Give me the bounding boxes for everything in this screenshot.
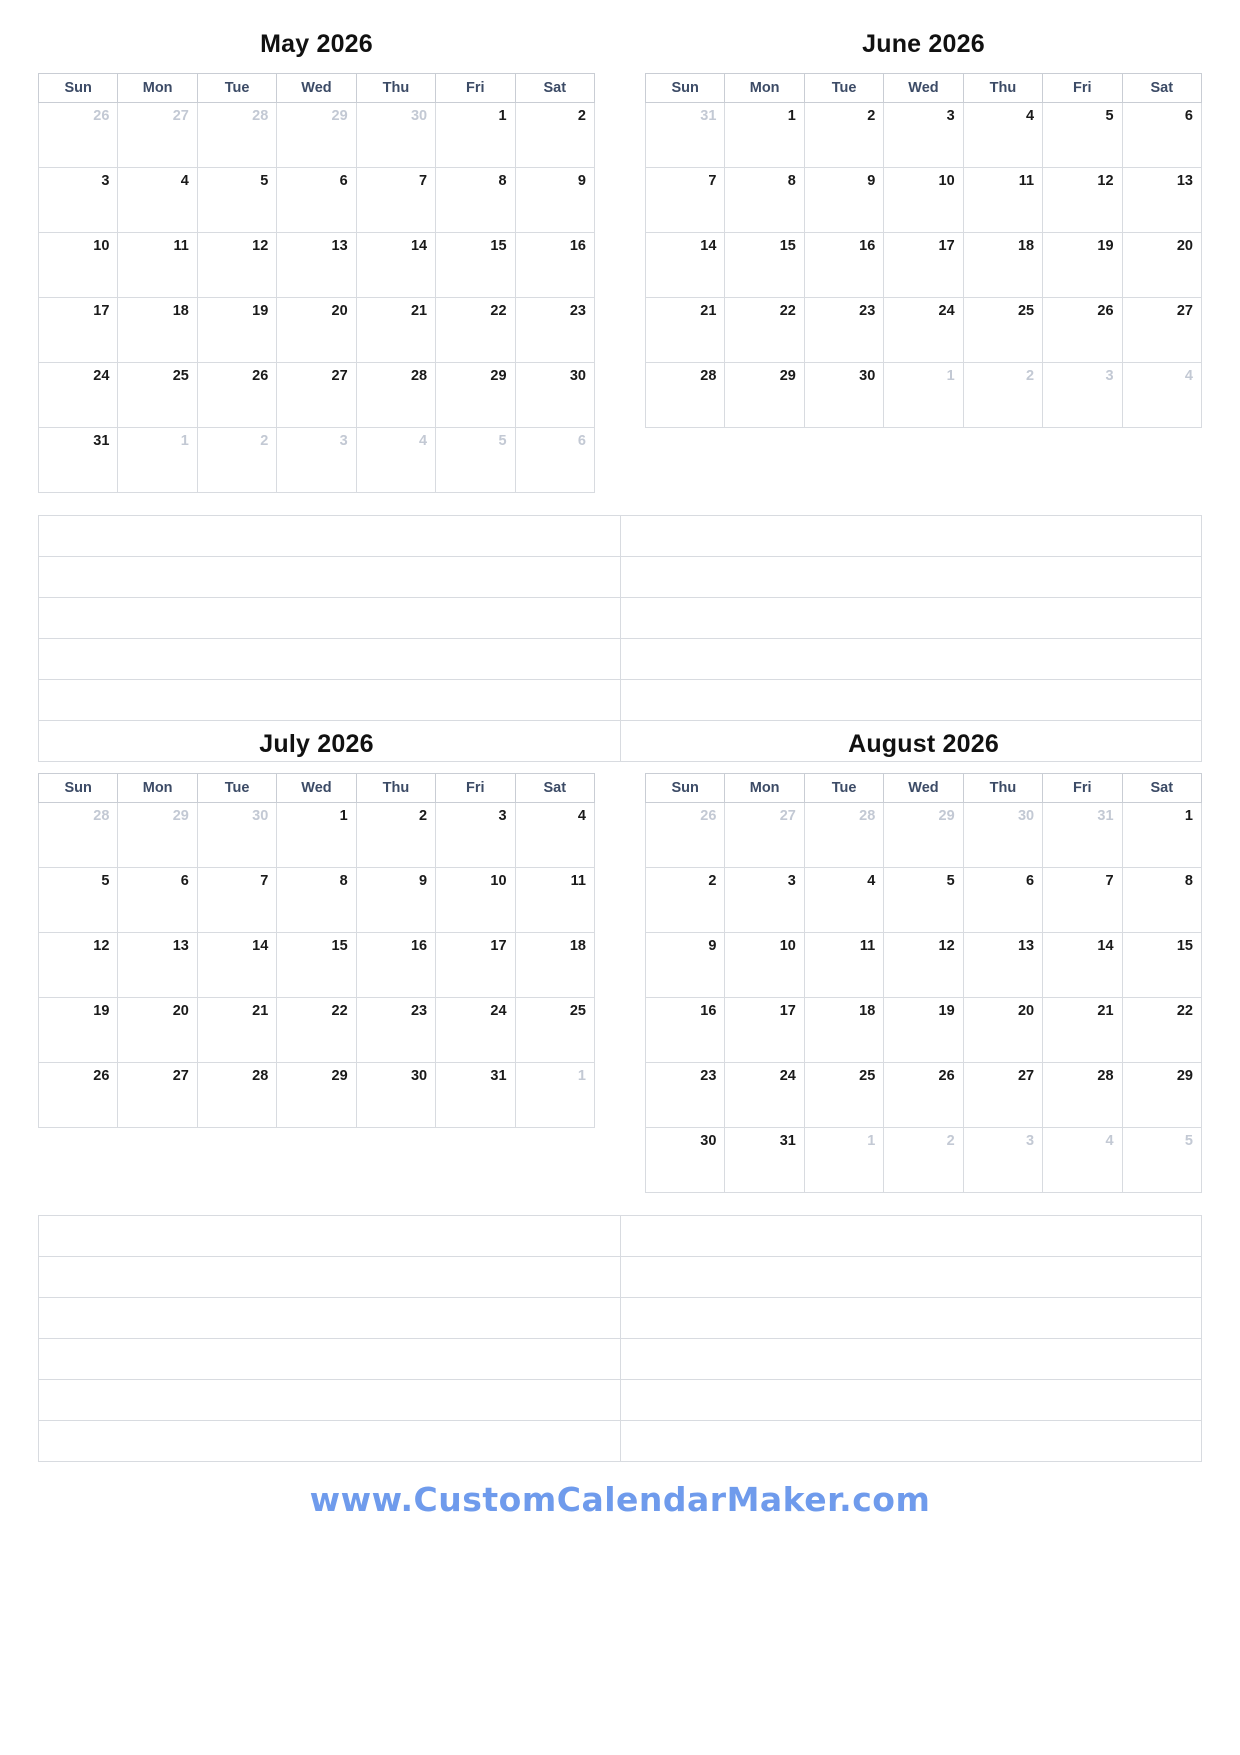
weekday-header-mon: Mon: [725, 774, 804, 803]
notes-row: [39, 516, 1202, 557]
week-row: [646, 1128, 1202, 1193]
notes-cell[interactable]: [39, 639, 621, 680]
week-row: [646, 1063, 1202, 1128]
day-cell[interactable]: 5: [884, 868, 963, 933]
day-cell[interactable]: 12: [39, 933, 118, 998]
day-cell-adjacent-month[interactable]: 2: [963, 363, 1042, 428]
day-cell[interactable]: 24: [39, 363, 118, 428]
day-cell[interactable]: 22: [277, 998, 356, 1063]
calendar-quarter-top: [0, 30, 1240, 762]
day-cell[interactable]: 27: [963, 1063, 1042, 1128]
day-cell[interactable]: 25: [515, 998, 594, 1063]
day-cell[interactable]: 18: [804, 998, 883, 1063]
day-cell-adjacent-month[interactable]: 29: [884, 803, 963, 868]
day-cell[interactable]: 24: [436, 998, 515, 1063]
day-cell[interactable]: 12: [1043, 168, 1122, 233]
notes-cell[interactable]: [39, 1421, 621, 1462]
month-block: [645, 730, 1202, 1193]
calendar-quarter-bottom: [0, 730, 1240, 1462]
day-cell-adjacent-month[interactable]: 4: [356, 428, 435, 493]
day-cell[interactable]: 24: [884, 298, 963, 363]
notes-area-bottom: [0, 1215, 1240, 1462]
day-cell-adjacent-month[interactable]: 6: [515, 428, 594, 493]
day-cell[interactable]: 13: [118, 933, 197, 998]
week-row: [646, 103, 1202, 168]
day-cell[interactable]: 2: [515, 103, 594, 168]
day-cell[interactable]: 26: [39, 1063, 118, 1128]
day-cell[interactable]: 21: [356, 298, 435, 363]
weekday-header-tue: Tue: [804, 74, 883, 103]
notes-area-top: [0, 515, 1240, 762]
day-cell[interactable]: 17: [39, 298, 118, 363]
day-cell[interactable]: 19: [39, 998, 118, 1063]
notes-cell[interactable]: [620, 1339, 1202, 1380]
weekday-header-row: [39, 774, 595, 803]
notes-cell[interactable]: [39, 680, 621, 721]
weekday-header-thu: Thu: [356, 774, 435, 803]
notes-row: [39, 557, 1202, 598]
day-cell[interactable]: 28: [356, 363, 435, 428]
day-cell[interactable]: 9: [804, 168, 883, 233]
day-cell[interactable]: 4: [804, 868, 883, 933]
weekday-header-tue: Tue: [804, 774, 883, 803]
day-cell[interactable]: 20: [277, 298, 356, 363]
day-cell[interactable]: 22: [436, 298, 515, 363]
day-cell[interactable]: 4: [515, 803, 594, 868]
day-cell[interactable]: 16: [804, 233, 883, 298]
day-cell[interactable]: 28: [1043, 1063, 1122, 1128]
notes-row: [39, 639, 1202, 680]
day-cell[interactable]: 15: [725, 233, 804, 298]
week-row: [646, 168, 1202, 233]
day-cell[interactable]: 27: [118, 1063, 197, 1128]
day-cell-adjacent-month[interactable]: 1: [804, 1128, 883, 1193]
day-cell-adjacent-month[interactable]: 27: [118, 103, 197, 168]
day-cell-adjacent-month[interactable]: 31: [646, 103, 725, 168]
month-title: July 2026: [259, 730, 374, 758]
weekday-header-wed: Wed: [884, 774, 963, 803]
day-cell[interactable]: 25: [963, 298, 1042, 363]
notes-row: [39, 598, 1202, 639]
weekday-header-thu: Thu: [963, 74, 1042, 103]
month-block: [645, 30, 1202, 493]
day-cell[interactable]: 5: [39, 868, 118, 933]
notes-cell[interactable]: [620, 680, 1202, 721]
notes-cell[interactable]: [620, 1380, 1202, 1421]
month-block: [38, 30, 595, 493]
day-cell[interactable]: 2: [646, 868, 725, 933]
day-cell[interactable]: 11: [963, 168, 1042, 233]
day-cell[interactable]: 17: [436, 933, 515, 998]
day-cell[interactable]: 20: [118, 998, 197, 1063]
week-row: [39, 803, 595, 868]
day-cell[interactable]: 19: [197, 298, 276, 363]
day-cell[interactable]: 22: [1122, 998, 1201, 1063]
notes-cell[interactable]: [39, 1339, 621, 1380]
week-row: [39, 868, 595, 933]
week-row: [646, 803, 1202, 868]
notes-cell[interactable]: [620, 1298, 1202, 1339]
day-cell[interactable]: 14: [1043, 933, 1122, 998]
day-cell[interactable]: 6: [963, 868, 1042, 933]
weekday-header-sun: Sun: [646, 774, 725, 803]
months-row-bottom: [0, 730, 1240, 1193]
day-cell[interactable]: 5: [197, 168, 276, 233]
day-cell-adjacent-month[interactable]: 1: [118, 428, 197, 493]
notes-cell[interactable]: [620, 516, 1202, 557]
day-cell[interactable]: 9: [646, 933, 725, 998]
weekday-header-sun: Sun: [646, 74, 725, 103]
day-cell[interactable]: 11: [804, 933, 883, 998]
day-cell[interactable]: 28: [197, 1063, 276, 1128]
week-row: [39, 1063, 595, 1128]
day-cell[interactable]: 7: [356, 168, 435, 233]
day-cell[interactable]: 19: [884, 998, 963, 1063]
day-cell[interactable]: 20: [963, 998, 1042, 1063]
day-cell-adjacent-month[interactable]: 30: [356, 103, 435, 168]
day-cell[interactable]: 7: [1043, 868, 1122, 933]
day-cell[interactable]: 25: [804, 1063, 883, 1128]
notes-row: [39, 1380, 1202, 1421]
week-row: [39, 363, 595, 428]
day-cell[interactable]: 13: [963, 933, 1042, 998]
week-row: [646, 933, 1202, 998]
day-cell[interactable]: 23: [804, 298, 883, 363]
notes-cell[interactable]: [620, 598, 1202, 639]
day-cell[interactable]: 1: [277, 803, 356, 868]
footer-url[interactable]: www.CustomCalendarMaker.com: [309, 1480, 931, 1519]
day-cell-adjacent-month[interactable]: 4: [1043, 1128, 1122, 1193]
week-row: [39, 233, 595, 298]
week-row: [39, 298, 595, 363]
weekday-header-sat: Sat: [1122, 74, 1201, 103]
week-row: [39, 933, 595, 998]
month-title: June 2026: [862, 30, 985, 58]
day-cell-adjacent-month[interactable]: 2: [197, 428, 276, 493]
day-cell[interactable]: 10: [725, 933, 804, 998]
day-cell[interactable]: 3: [725, 868, 804, 933]
notes-cell[interactable]: [620, 1257, 1202, 1298]
notes-row: [39, 1298, 1202, 1339]
day-cell[interactable]: 20: [1122, 233, 1201, 298]
day-cell[interactable]: 3: [39, 168, 118, 233]
notes-row: [39, 680, 1202, 721]
day-cell-adjacent-month[interactable]: 29: [277, 103, 356, 168]
day-cell[interactable]: 6: [277, 168, 356, 233]
day-cell-adjacent-month[interactable]: 28: [197, 103, 276, 168]
week-row: [39, 428, 595, 493]
day-cell-adjacent-month[interactable]: 1: [515, 1063, 594, 1128]
day-cell[interactable]: 16: [646, 998, 725, 1063]
weekday-header-mon: Mon: [725, 74, 804, 103]
day-cell[interactable]: 16: [356, 933, 435, 998]
month-title: May 2026: [260, 30, 373, 58]
day-cell-adjacent-month[interactable]: 3: [963, 1128, 1042, 1193]
day-cell[interactable]: 27: [277, 363, 356, 428]
day-cell-adjacent-month[interactable]: 31: [1043, 803, 1122, 868]
weekday-header-sun: Sun: [39, 774, 118, 803]
day-cell[interactable]: 6: [118, 868, 197, 933]
month-block: [38, 730, 595, 1193]
day-cell[interactable]: 21: [1043, 998, 1122, 1063]
day-cell[interactable]: 13: [1122, 168, 1201, 233]
weekday-header-fri: Fri: [436, 774, 515, 803]
week-row: [646, 998, 1202, 1063]
day-cell[interactable]: 8: [725, 168, 804, 233]
notes-cell[interactable]: [620, 639, 1202, 680]
notes-row: [39, 1257, 1202, 1298]
day-cell-adjacent-month[interactable]: 1: [884, 363, 963, 428]
month-grid: [645, 73, 1202, 428]
day-cell[interactable]: 26: [197, 363, 276, 428]
day-cell[interactable]: 30: [356, 1063, 435, 1128]
day-cell[interactable]: 7: [197, 868, 276, 933]
weekday-header-thu: Thu: [356, 74, 435, 103]
day-cell-adjacent-month[interactable]: 4: [1122, 363, 1201, 428]
day-cell[interactable]: 29: [277, 1063, 356, 1128]
notes-row: [39, 1421, 1202, 1462]
notes-cell[interactable]: [620, 557, 1202, 598]
day-cell[interactable]: 19: [1043, 233, 1122, 298]
weekday-header-sat: Sat: [515, 774, 594, 803]
day-cell[interactable]: 9: [515, 168, 594, 233]
day-cell[interactable]: 18: [963, 233, 1042, 298]
day-cell[interactable]: 1: [725, 103, 804, 168]
month-grid: [38, 73, 595, 493]
day-cell[interactable]: 7: [646, 168, 725, 233]
weekday-header-fri: Fri: [1043, 74, 1122, 103]
week-row: [39, 998, 595, 1063]
day-cell-adjacent-month[interactable]: 26: [646, 803, 725, 868]
day-cell[interactable]: 10: [39, 233, 118, 298]
day-cell[interactable]: 17: [884, 233, 963, 298]
day-cell[interactable]: 6: [1122, 103, 1201, 168]
day-cell[interactable]: 21: [197, 998, 276, 1063]
day-cell[interactable]: 22: [725, 298, 804, 363]
day-cell[interactable]: 26: [1043, 298, 1122, 363]
weekday-header-fri: Fri: [1043, 774, 1122, 803]
notes-cell[interactable]: [39, 1380, 621, 1421]
day-cell[interactable]: 30: [804, 363, 883, 428]
day-cell[interactable]: 10: [436, 868, 515, 933]
day-cell[interactable]: 11: [515, 868, 594, 933]
notes-cell[interactable]: [39, 1298, 621, 1339]
weekday-header-row: [646, 74, 1202, 103]
notes-cell[interactable]: [39, 516, 621, 557]
day-cell[interactable]: 12: [884, 933, 963, 998]
day-cell[interactable]: 15: [436, 233, 515, 298]
day-cell[interactable]: 4: [963, 103, 1042, 168]
day-cell[interactable]: 13: [277, 233, 356, 298]
day-cell[interactable]: 8: [1122, 868, 1201, 933]
notes-row: [39, 1216, 1202, 1257]
notes-cell[interactable]: [620, 1421, 1202, 1462]
day-cell[interactable]: 14: [197, 933, 276, 998]
day-cell[interactable]: 29: [725, 363, 804, 428]
weekday-header-mon: Mon: [118, 774, 197, 803]
day-cell[interactable]: 28: [646, 363, 725, 428]
weekday-header-sun: Sun: [39, 74, 118, 103]
day-cell[interactable]: 11: [118, 233, 197, 298]
day-cell[interactable]: 29: [436, 363, 515, 428]
day-cell[interactable]: 2: [356, 803, 435, 868]
day-cell-adjacent-month[interactable]: 3: [1043, 363, 1122, 428]
day-cell[interactable]: 16: [515, 233, 594, 298]
day-cell[interactable]: 26: [884, 1063, 963, 1128]
day-cell-adjacent-month[interactable]: 26: [39, 103, 118, 168]
weekday-header-wed: Wed: [884, 74, 963, 103]
weekday-header-wed: Wed: [277, 74, 356, 103]
weekday-header-tue: Tue: [197, 774, 276, 803]
notes-cell[interactable]: [39, 598, 621, 639]
day-cell[interactable]: 14: [356, 233, 435, 298]
day-cell[interactable]: 23: [356, 998, 435, 1063]
month-grid: [38, 773, 595, 1128]
day-cell[interactable]: 12: [197, 233, 276, 298]
weekday-header-fri: Fri: [436, 74, 515, 103]
day-cell-adjacent-month[interactable]: 3: [277, 428, 356, 493]
weekday-header-row: [646, 774, 1202, 803]
day-cell[interactable]: 25: [118, 363, 197, 428]
notes-cell[interactable]: [620, 1216, 1202, 1257]
months-row-top: [0, 30, 1240, 493]
day-cell[interactable]: 10: [884, 168, 963, 233]
notes-cell[interactable]: [39, 557, 621, 598]
day-cell[interactable]: 3: [436, 803, 515, 868]
month-grid: [645, 773, 1202, 1193]
weekday-header-tue: Tue: [197, 74, 276, 103]
day-cell[interactable]: 5: [1043, 103, 1122, 168]
day-cell[interactable]: 18: [515, 933, 594, 998]
day-cell[interactable]: 30: [646, 1128, 725, 1193]
notes-cell[interactable]: [39, 1216, 621, 1257]
day-cell[interactable]: 1: [436, 103, 515, 168]
day-cell-adjacent-month[interactable]: 29: [118, 803, 197, 868]
week-row: [646, 868, 1202, 933]
day-cell-adjacent-month[interactable]: 28: [804, 803, 883, 868]
notes-grid: [38, 515, 1202, 762]
day-cell[interactable]: 18: [118, 298, 197, 363]
day-cell[interactable]: 17: [725, 998, 804, 1063]
day-cell[interactable]: 21: [646, 298, 725, 363]
weekday-header-row: [39, 74, 595, 103]
week-row: [646, 233, 1202, 298]
day-cell[interactable]: 27: [1122, 298, 1201, 363]
notes-row: [39, 1339, 1202, 1380]
day-cell[interactable]: 23: [515, 298, 594, 363]
day-cell[interactable]: 31: [436, 1063, 515, 1128]
weekday-header-sat: Sat: [515, 74, 594, 103]
day-cell[interactable]: 4: [118, 168, 197, 233]
week-row: [39, 168, 595, 233]
day-cell[interactable]: 29: [1122, 1063, 1201, 1128]
weekday-header-thu: Thu: [963, 774, 1042, 803]
day-cell[interactable]: 8: [277, 868, 356, 933]
week-row: [646, 298, 1202, 363]
day-cell-adjacent-month[interactable]: 2: [884, 1128, 963, 1193]
day-cell[interactable]: 9: [356, 868, 435, 933]
notes-grid: [38, 1215, 1202, 1462]
day-cell[interactable]: 30: [515, 363, 594, 428]
day-cell[interactable]: 15: [277, 933, 356, 998]
day-cell-adjacent-month[interactable]: 30: [197, 803, 276, 868]
day-cell-adjacent-month[interactable]: 27: [725, 803, 804, 868]
weekday-header-mon: Mon: [118, 74, 197, 103]
day-cell[interactable]: 24: [725, 1063, 804, 1128]
day-cell[interactable]: 23: [646, 1063, 725, 1128]
day-cell[interactable]: 2: [804, 103, 883, 168]
notes-cell[interactable]: [39, 1257, 621, 1298]
day-cell[interactable]: 8: [436, 168, 515, 233]
day-cell-adjacent-month[interactable]: 5: [436, 428, 515, 493]
day-cell[interactable]: 3: [884, 103, 963, 168]
day-cell-adjacent-month[interactable]: 5: [1122, 1128, 1201, 1193]
day-cell[interactable]: 31: [725, 1128, 804, 1193]
day-cell[interactable]: 14: [646, 233, 725, 298]
week-row: [646, 363, 1202, 428]
day-cell-adjacent-month[interactable]: 30: [963, 803, 1042, 868]
day-cell-adjacent-month[interactable]: 28: [39, 803, 118, 868]
day-cell[interactable]: 15: [1122, 933, 1201, 998]
weekday-header-wed: Wed: [277, 774, 356, 803]
day-cell[interactable]: 31: [39, 428, 118, 493]
day-cell[interactable]: 1: [1122, 803, 1201, 868]
week-row: [39, 103, 595, 168]
month-title: August 2026: [848, 730, 999, 758]
weekday-header-sat: Sat: [1122, 774, 1201, 803]
